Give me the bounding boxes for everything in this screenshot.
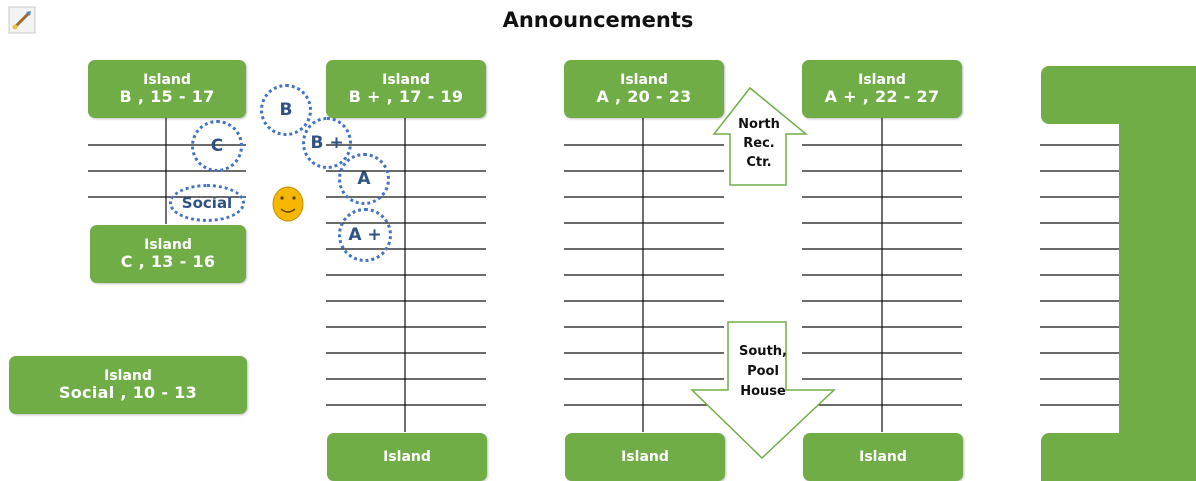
island-a[interactable] [564, 60, 724, 118]
bubble-aplus[interactable]: A + [338, 208, 392, 262]
north-label-line: North [738, 117, 780, 132]
island-bplus[interactable] [326, 60, 486, 118]
island-label: Island [859, 448, 907, 465]
bubble-social[interactable]: Social [169, 184, 245, 222]
island-range: B + , 17 - 19 [348, 86, 464, 106]
island-aplus[interactable] [802, 60, 962, 118]
island-label: Island [858, 71, 906, 88]
north-label-line: Ctr. [746, 154, 772, 170]
island-range: Social , 10 - 13 [58, 382, 198, 402]
south-label-line: House [740, 384, 786, 400]
right-structure-bottom [1041, 433, 1196, 481]
bubble-bplus[interactable]: B + [302, 117, 352, 169]
island-c[interactable] [90, 225, 246, 283]
island-bottom-2[interactable] [565, 433, 725, 481]
north-label-line: Rec. [743, 135, 775, 151]
island-label: Island [382, 71, 430, 88]
south-arrow-label [728, 342, 798, 402]
bubble-a[interactable]: A [338, 153, 390, 205]
island-label: Island [104, 367, 152, 384]
island-range: C , 13 - 16 [120, 251, 216, 271]
bubble-c[interactable]: C [191, 120, 243, 172]
island-social[interactable] [9, 356, 247, 414]
bubble-b[interactable]: B [260, 84, 312, 136]
page-title: Announcements [502, 8, 694, 32]
island-b[interactable] [88, 60, 246, 118]
island-range: A + , 22 - 27 [824, 86, 940, 106]
island-bottom-3[interactable] [803, 433, 963, 481]
smiley-icon [273, 187, 303, 221]
island-label: Island [383, 448, 431, 465]
south-label-line: South, [739, 344, 787, 359]
island-label: Island [143, 71, 191, 88]
island-range: B , 15 - 17 [119, 86, 215, 106]
right-structure-column [1119, 66, 1196, 481]
south-label-line: Pool [747, 364, 779, 380]
island-range: A , 20 - 23 [596, 86, 692, 106]
island-bottom-1[interactable] [327, 433, 487, 481]
north-arrow-label [730, 116, 788, 173]
island-label: Island [144, 236, 192, 253]
island-label: Island [620, 71, 668, 88]
island-label: Island [621, 448, 669, 465]
